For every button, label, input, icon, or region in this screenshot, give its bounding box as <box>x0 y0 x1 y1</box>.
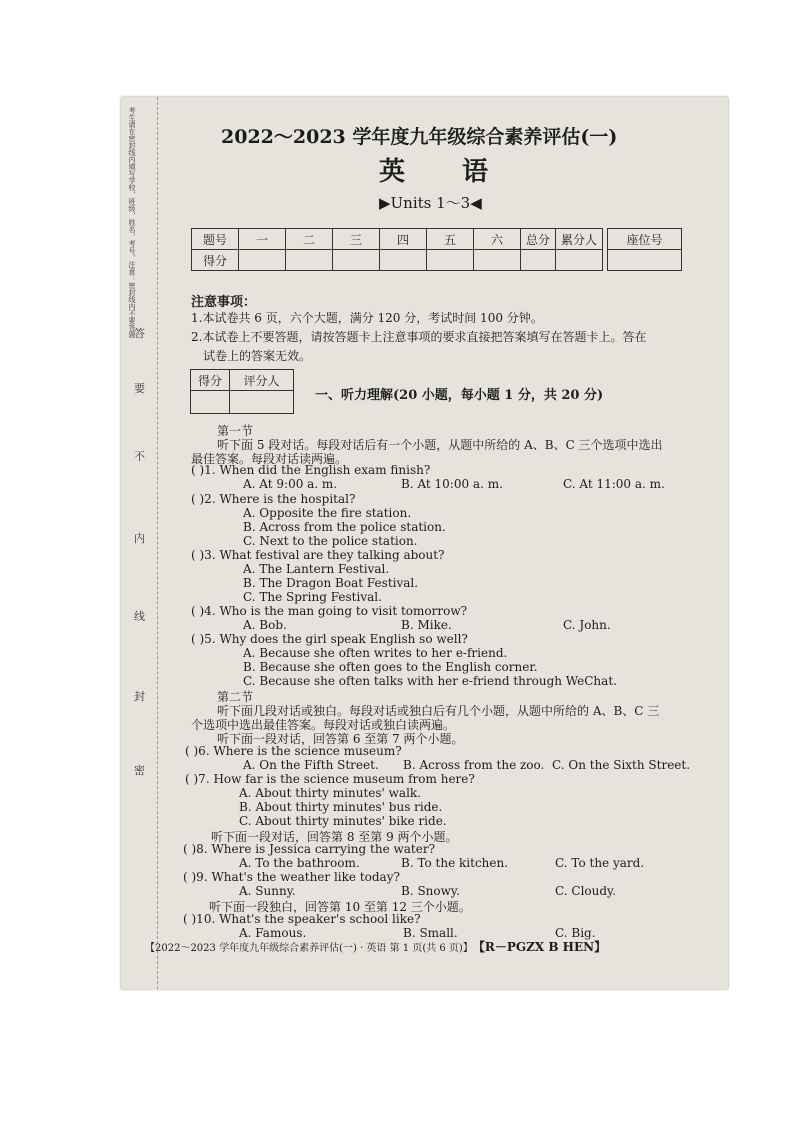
question: ( )5. Why does the girl speak English so well? <box>191 632 468 646</box>
notice-item: 1.本试卷共 6 页，六个大题，满分 120 分，考试时间 100 分钟。 <box>191 311 543 325</box>
option: C. Big. <box>555 926 596 940</box>
option: C. At 11:00 a. m. <box>563 477 665 491</box>
score-cell <box>380 250 427 271</box>
option: B. To the kitchen. <box>401 856 509 870</box>
score-cell: 得分 <box>192 250 239 271</box>
score-cell: 累分人 <box>556 229 603 250</box>
option: C. On the Sixth Street. <box>552 758 691 772</box>
question: ( )9. What's the weather like today? <box>183 870 400 884</box>
grader-box <box>190 369 294 414</box>
notice-item: 2.本试卷上不要答题，请按答题卡上注意事项的要求直接把答案填写在答题卡上。答在 <box>191 330 647 344</box>
grader-cell <box>230 391 294 414</box>
score-cell <box>239 250 286 271</box>
option: B. Across from the police station. <box>243 520 446 534</box>
question: ( )8. Where is Jessica carrying the water? <box>183 842 435 856</box>
section-instruction: 个选项中选出最佳答案。每段对话或独白读两遍。 <box>191 718 456 732</box>
section-instruction: 听下面几段对话或独白。每段对话或独白后有几个小题，从题中所给的 A、B、C 三 <box>217 704 660 718</box>
notice-heading: 注意事项： <box>191 295 257 310</box>
monologue-intro: 听下面一段独白，回答第 10 至第 12 三个小题。 <box>209 900 471 914</box>
question: ( )1. When did the English exam finish? <box>191 463 431 477</box>
option: B. Across from the zoo. <box>403 758 545 772</box>
option: A. The Lantern Festival. <box>243 562 390 576</box>
part1-title: 一、听力理解(20 小题，每小题 1 分，共 20 分) <box>315 388 604 403</box>
option: B. Because she often goes to the English corner. <box>243 660 538 674</box>
seal-char: 要 <box>134 382 145 395</box>
grader-score-label: 得分 <box>191 370 230 391</box>
option: B. Snowy. <box>401 884 460 898</box>
question: ( )2. Where is the hospital? <box>191 492 356 506</box>
option: C. Because she often talks with her e-friend through WeChat. <box>243 674 617 688</box>
score-cell <box>521 250 556 271</box>
notice-item: 试卷上的答案无效。 <box>203 349 312 363</box>
score-table <box>191 228 603 271</box>
score-cell <box>474 250 521 271</box>
option: C. About thirty minutes' bike ride. <box>239 814 447 828</box>
seat-number-table <box>607 228 682 271</box>
option: B. Mike. <box>401 618 452 632</box>
option: B. The Dragon Boat Festival. <box>243 576 419 590</box>
score-cell: 总分 <box>521 229 556 250</box>
paper-code: 【R－PGZX B HEN】 <box>478 940 607 954</box>
question: ( )10. What's the speaker's school like? <box>183 912 421 926</box>
score-cell <box>427 250 474 271</box>
score-cell <box>556 250 603 271</box>
option: A. Because she often writes to her e-friend. <box>243 646 508 660</box>
option: A. Sunny. <box>239 884 296 898</box>
page-content <box>121 97 728 989</box>
score-cell: 六 <box>474 229 521 250</box>
option: B. At 10:00 a. m. <box>401 477 503 491</box>
grader-cell <box>191 391 230 414</box>
option: B. Small. <box>403 926 458 940</box>
seal-char: 封 <box>134 690 145 703</box>
option: A. Famous. <box>239 926 307 940</box>
exam-paper-photo <box>121 97 728 989</box>
units-label: ▶Units 1～3◀ <box>379 194 482 212</box>
option: A. About thirty minutes' walk. <box>239 786 421 800</box>
margin-note: 考生请在密封线内填写学校、班级、姓名、考号，注意：密封线内不要答题 <box>128 107 136 338</box>
section-instruction: 听下面 5 段对话。每段对话后有一个小题，从题中所给的 A、B、C 三个选项中选出 <box>217 438 663 452</box>
exam-title: 2022～2023 学年度九年级综合素养评估(一) <box>221 126 618 148</box>
page-footer <box>145 938 606 955</box>
option: A. At 9:00 a. m. <box>243 477 338 491</box>
option: A. Bob. <box>243 618 287 632</box>
option: C. Next to the police station. <box>243 534 418 548</box>
option: C. John. <box>563 618 611 632</box>
score-cell: 四 <box>380 229 427 250</box>
question: ( )3. What festival are they talking about? <box>191 548 445 562</box>
section-heading: 第一节 <box>217 424 254 438</box>
score-cell: 三 <box>333 229 380 250</box>
option: A. To the bathroom. <box>239 856 360 870</box>
question: ( )7. How far is the science museum from here? <box>185 772 475 786</box>
question: ( )6. Where is the science museum? <box>185 744 402 758</box>
option: A. On the Fifth Street. <box>243 758 379 772</box>
section-heading: 第二节 <box>217 690 254 704</box>
seat-label: 座位号 <box>608 229 682 250</box>
question: ( )4. Who is the man going to visit tomorrow? <box>191 604 468 618</box>
dialogue-intro: 听下面一段对话，回答第 6 至第 7 两个小题。 <box>217 732 464 746</box>
score-cell: 一 <box>239 229 286 250</box>
section-instruction: 最佳答案。每段对话读两遍。 <box>191 452 348 466</box>
dialogue-intro: 听下面一段对话，回答第 8 至第 9 两个小题。 <box>211 830 458 844</box>
option: B. About thirty minutes' bus ride. <box>239 800 443 814</box>
seal-char: 答 <box>134 327 145 340</box>
seal-char: 密 <box>134 764 145 777</box>
option: C. To the yard. <box>555 856 645 870</box>
seal-char: 不 <box>134 450 145 463</box>
seal-char: 线 <box>134 610 145 623</box>
score-cell <box>286 250 333 271</box>
option: A. Opposite the fire station. <box>243 506 412 520</box>
score-cell: 二 <box>286 229 333 250</box>
option: C. Cloudy. <box>555 884 617 898</box>
grader-name-label: 评分人 <box>230 370 294 391</box>
option: C. The Spring Festival. <box>243 590 382 604</box>
seat-value <box>608 250 682 271</box>
score-cell: 题号 <box>192 229 239 250</box>
score-cell <box>333 250 380 271</box>
footer-text: 【2022～2023 学年度九年级综合素养评估(一) · 英语 第 1 页(共 6 页)】 <box>145 943 473 954</box>
score-cell: 五 <box>427 229 474 250</box>
seal-char: 内 <box>134 532 145 545</box>
subject-title: 英 语 <box>379 157 513 187</box>
